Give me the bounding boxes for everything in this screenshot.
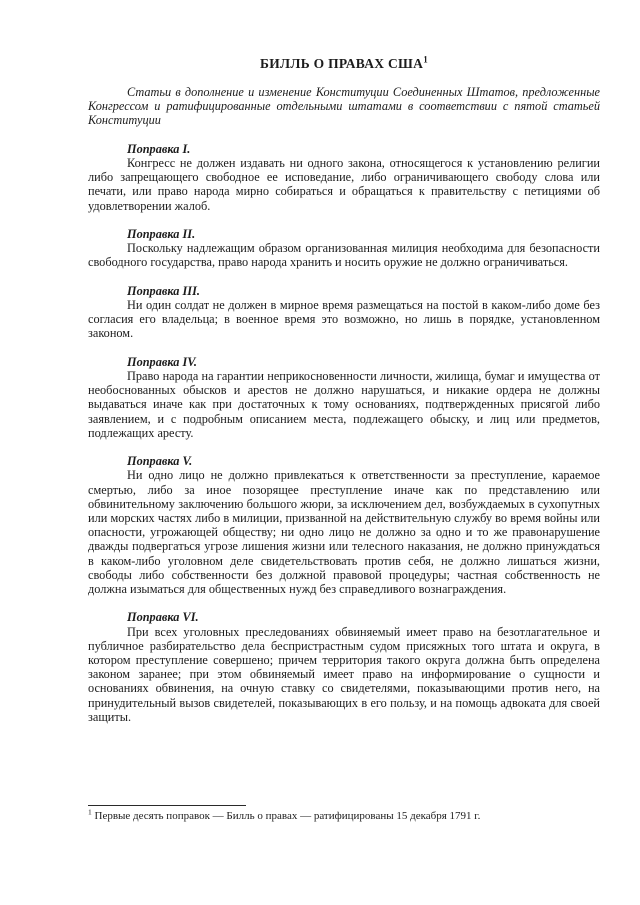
amendment-body: Право народа на гарантии неприкосновенности личности, жилища, бумаг и имущества от необоснованных обысков и арестов не должно нарушаться, и никакие ордера не должны выдаваться иначе как при достаточных к тому основаниях, подтвержденных присягой либо заявлением, и с подробным описанием места, подлежащего обыску, и лиц или предметов, подлежащих аресту.: [88, 369, 600, 440]
footnote-block: [88, 805, 600, 823]
amendment-section-6: [88, 610, 600, 724]
footnote-body: Первые десять поправок — Билль о правах — ратифицированы 15 декабря 1791 г.: [94, 810, 481, 822]
footnote-separator: [88, 805, 246, 806]
amendment-heading: Поправка V.: [127, 454, 193, 469]
amendment-heading: Поправка III.: [127, 283, 200, 298]
amendment-section-4: [88, 355, 600, 440]
title-footnote-ref: 1: [423, 54, 429, 65]
document-content: [88, 56, 600, 724]
amendment-body: Ни одно лицо не должно привлекаться к ответственности за преступление, караемое смертью, либо за иное позорящее преступление иначе как по представлению или обвинительному заключению большого жюри, за исключением дел, возбуждаемых в сухопутных или морских частях либо в милиции, призванной на действительную службу во время войны или опасности, угрожающей обществу; ни одно лицо не должно за одно и то же правонарушение дважды подвергаться угрозе лишения жизни или телесного наказания, не должно принуждаться в каком-либо уголовном деле свидетельствовать против себя, не должно лишаться жизни, свободы либо собственности без должной правовой процедуры; частная собственность не должна изыматься для общественных нужд без справедливого вознаграждения.: [88, 468, 600, 597]
amendment-section-1: [88, 142, 600, 213]
amendment-body: Конгресс не должен издавать ни одного закона, относящегося к установлению религии либо запрещающего свободное ее исповедание, либо ограничивающего свободу слова или печати, или право народа мирно собираться и обращаться к правительству с петициями об удовлетворении жалоб.: [88, 156, 600, 213]
amendment-heading: Поправка VI.: [127, 610, 199, 625]
amendment-section-5: [88, 454, 600, 596]
amendment-heading: Поправка I.: [127, 141, 191, 156]
footnote-text: [88, 807, 600, 823]
amendment-heading: Поправка II.: [127, 227, 196, 241]
intro-paragraph: Статьи в дополнение и изменение Конституции Соединенных Штатов, предложенные Конгрессом и ратифицированные отдельными штатами в соответствии с пятой статьей Конституции: [88, 85, 600, 128]
document-title: [88, 56, 600, 72]
amendment-section-3: [88, 284, 600, 341]
amendment-section-2: [88, 227, 600, 270]
amendment-heading: Поправка IV.: [127, 354, 197, 369]
amendment-body: Поскольку надлежащим образом организованная милиция необходима для безопасности свободного государства, право народа хранить и носить оружие не должно ограничиваться.: [88, 241, 600, 270]
amendment-body: Ни один солдат не должен в мирное время размещаться на постой в каком-либо доме без согласия его владельца; в военное время это возможно, но лишь в порядке, установленном законом.: [88, 298, 600, 341]
amendment-body: При всех уголовных преследованиях обвиняемый имеет право на безотлагательное и публичное разбирательство дела беспристрастным судом присяжных того штата и округа, в котором преступление совершено; причем территория такого округа должна быть определена законом заранее; при этом обвиняемый имеет право на информирование о сущности и основаниях обвинения, на очную ставку со свидетелями, показывающими против него, на принудительный вызов свидетелей, показывающих в его пользу, и на помощь адвоката для своей защиты.: [88, 624, 600, 724]
document-title-text: БИЛЛЬ О ПРАВАХ США: [259, 56, 424, 71]
footnote-marker: 1: [88, 807, 92, 817]
